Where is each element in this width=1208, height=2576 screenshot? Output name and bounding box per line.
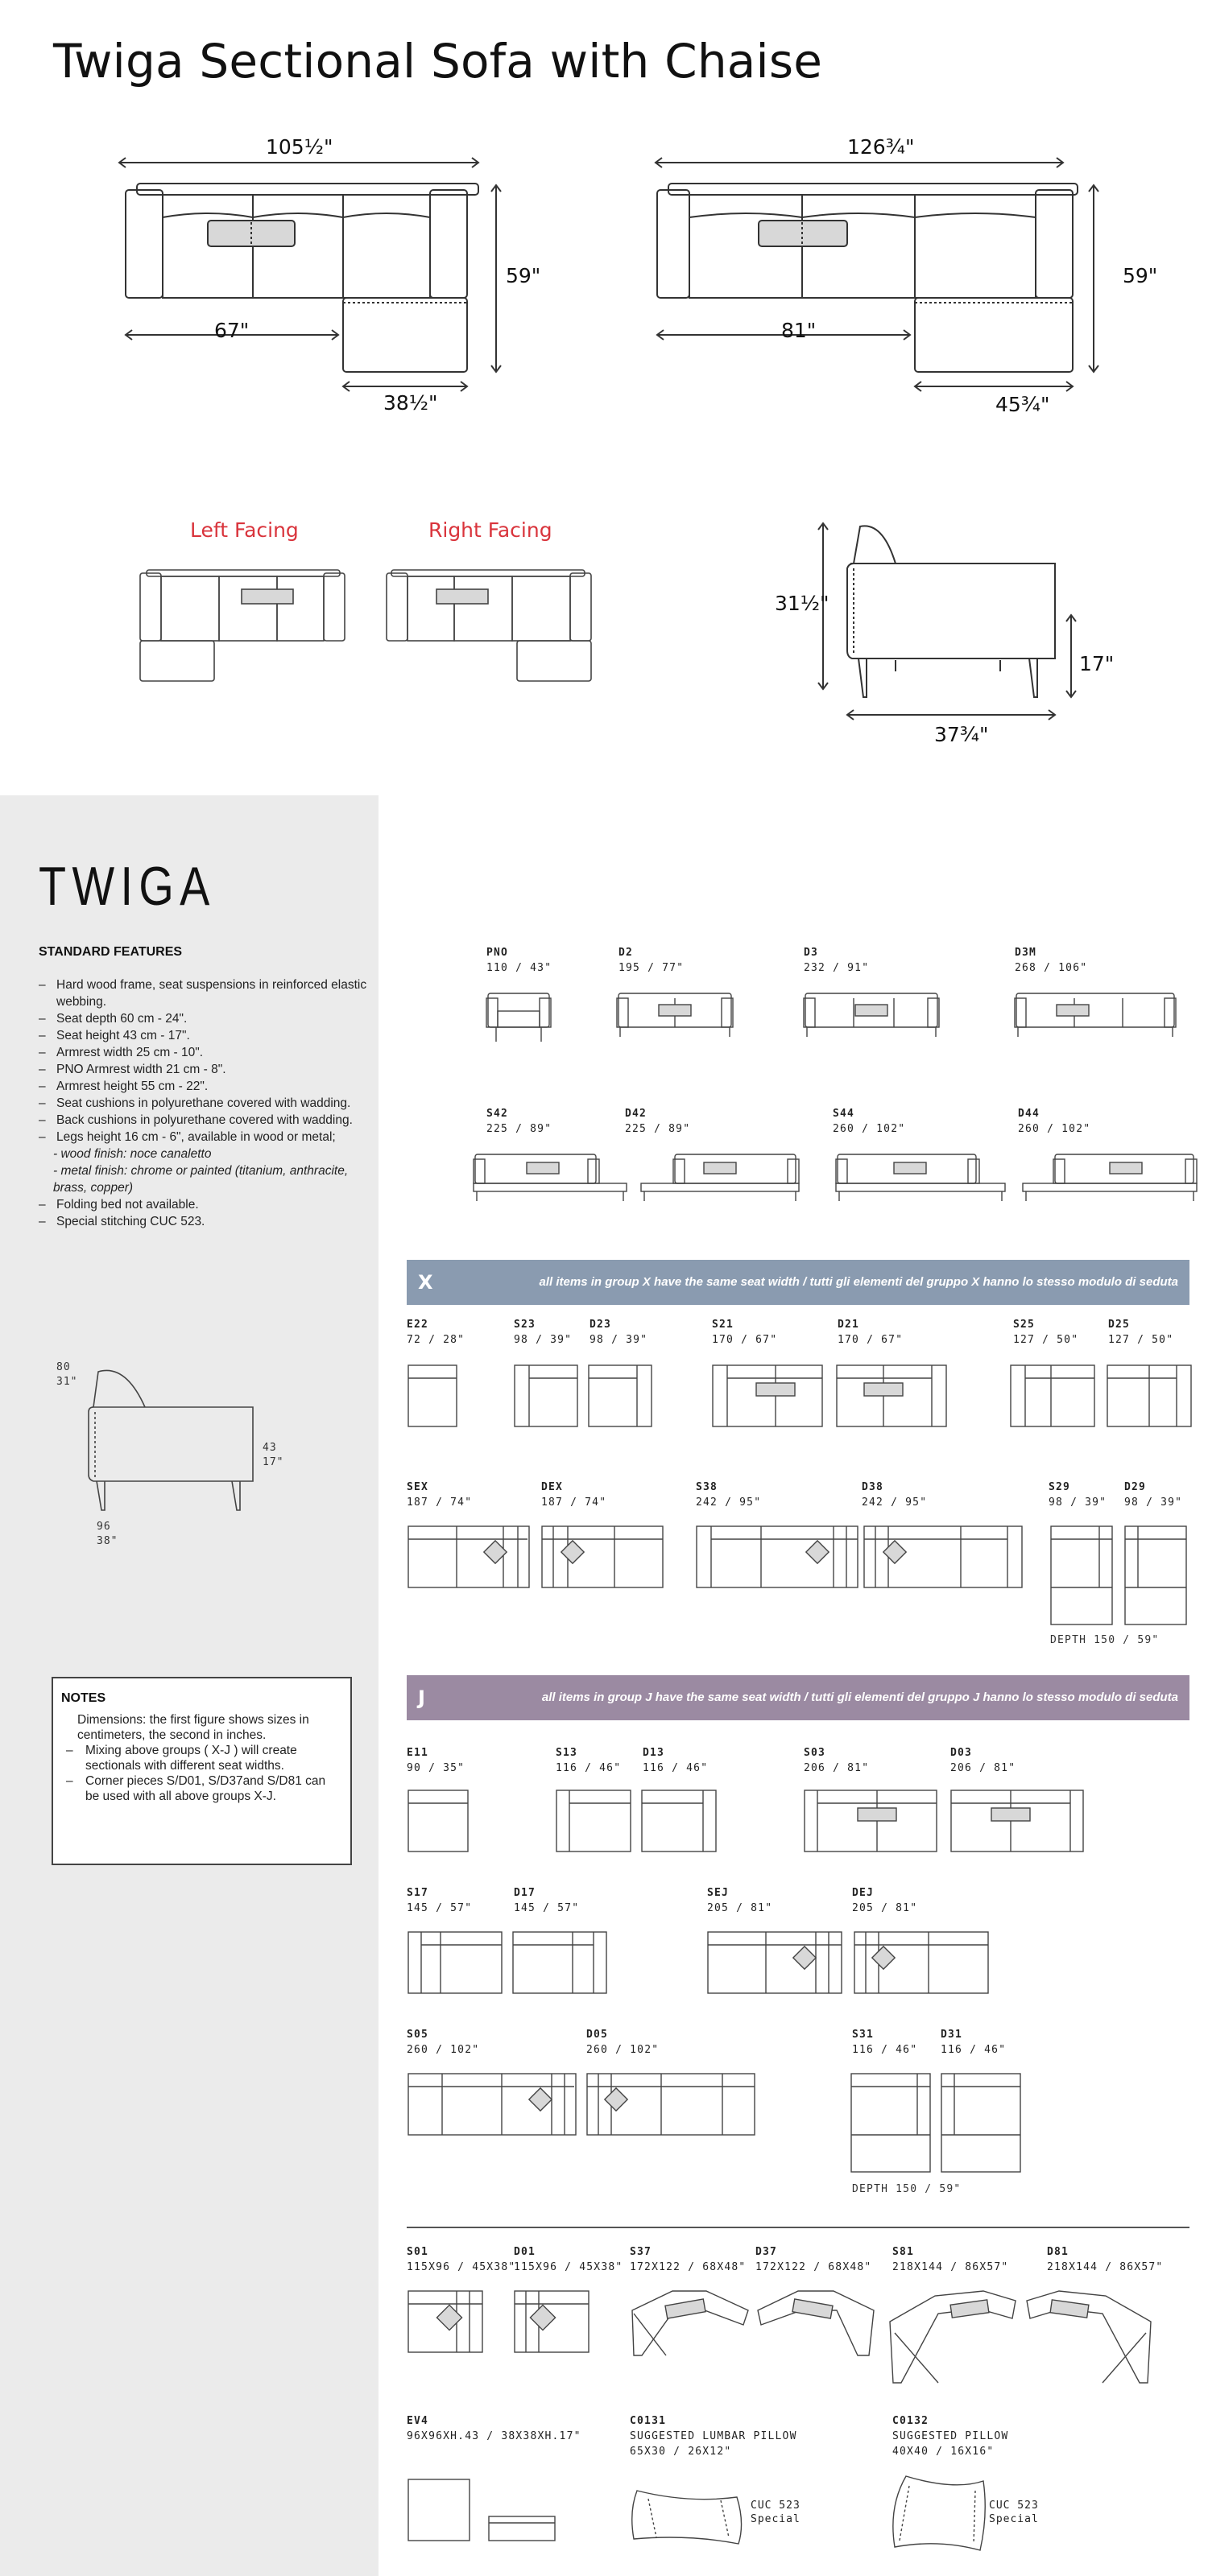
- item-D17: D17 145 / 57": [514, 1887, 580, 1914]
- item-S21: S21 170 / 67": [712, 1319, 778, 1346]
- depth-note: DEPTH 150 / 59": [852, 2183, 962, 2195]
- group-x-row-2-drawings: [407, 1521, 1196, 1634]
- item-D44: D44 260 / 102": [1018, 1108, 1091, 1135]
- item-S81: S81 218X144 / 86X57": [892, 2246, 1009, 2273]
- item-S23: S23 98 / 39": [514, 1319, 573, 1346]
- sectional-top-view-right: [649, 145, 1132, 419]
- feature-item: – Folding bed not available.: [39, 1198, 199, 1212]
- sofa-row-2-drawings: [459, 1146, 1200, 1211]
- left-facing-label: Left Facing: [190, 518, 299, 542]
- depth-label: 37¾": [934, 723, 989, 746]
- cuc-note: CUC 523 Special: [989, 2500, 1039, 2525]
- item-D25: D25 127 / 50": [1108, 1319, 1174, 1346]
- notes-box: [52, 1677, 352, 1865]
- notes-item: – Mixing above groups ( X-J ) will create sectionals with different seat widths.: [66, 1744, 297, 1773]
- item-S42: S42 225 / 89": [486, 1108, 552, 1135]
- left-facing-diagram: [137, 564, 346, 692]
- depth-label: 59": [506, 264, 541, 287]
- item-S13: S13 116 / 46": [556, 1747, 622, 1774]
- item-S25: S25 127 / 50": [1013, 1319, 1079, 1346]
- sofa-row-1-drawings: [475, 987, 1192, 1051]
- right-facing-diagram: [385, 564, 594, 692]
- item-D81: D81 218X144 / 86X57": [1047, 2246, 1164, 2273]
- side-profile-diagram: [813, 515, 1087, 724]
- item-D37: D37 172X122 / 68X48": [755, 2246, 872, 2273]
- item-S31: S31 116 / 46": [852, 2029, 918, 2056]
- feature-item: – Armrest height 55 cm - 22".: [39, 1080, 209, 1093]
- sidebar-side-profile: [77, 1360, 271, 1521]
- feature-item: – Special stitching CUC 523.: [39, 1215, 205, 1228]
- item-S05: S05 260 / 102": [407, 2029, 480, 2056]
- item-S37: S37 172X122 / 68X48": [630, 2246, 747, 2273]
- group-j-band: J all items in group J have the same seat width / tutti gli elementi del gruppo J hanno lo stesso modulo di seduta: [407, 1675, 1189, 1720]
- notes-heading: NOTES: [61, 1691, 106, 1705]
- item-S17: S17 145 / 57": [407, 1887, 473, 1914]
- group-j-row-2-drawings: [407, 1927, 1196, 2000]
- chaise-width-label: 38½": [383, 391, 438, 415]
- item-DEX: DEX 187 / 74": [541, 1481, 607, 1509]
- item-E22: E22 72 / 28": [407, 1319, 465, 1346]
- item-SEJ: SEJ 205 / 81": [707, 1887, 773, 1914]
- item-S44: S44 260 / 102": [833, 1108, 906, 1135]
- item-D01: D01 115X96 / 45X38": [514, 2246, 623, 2273]
- side-seat-dim: 43 17": [263, 1442, 284, 1468]
- overall-width-label: 105½": [266, 135, 333, 159]
- side-depth-dim: 96 38": [97, 1521, 118, 1547]
- standard-features-list: [39, 976, 369, 1230]
- item-SEX: SEX 187 / 74": [407, 1481, 473, 1509]
- corner-pieces-drawings: [407, 2286, 1196, 2399]
- group-j-row-3-drawings: [407, 2069, 1196, 2182]
- group-x-row-1-drawings: [407, 1360, 1196, 1433]
- group-x-band: X all items in group X have the same seat width / tutti gli elementi del gruppo X hanno lo stesso modulo di seduta: [407, 1260, 1189, 1305]
- item-D42: D42 225 / 89": [625, 1108, 691, 1135]
- sectional-top-view-left: [113, 145, 499, 419]
- item-C0132: C0132 SUGGESTED PILLOW 40X40 / 16X16": [892, 2415, 1009, 2458]
- depth-label: 59": [1123, 264, 1158, 287]
- accessories-drawings: [407, 2467, 1196, 2563]
- standard-features-heading: STANDARD FEATURES: [39, 945, 183, 959]
- item-PNO: PNO 110 / 43": [486, 947, 552, 974]
- depth-note: DEPTH 150 / 59": [1050, 1634, 1160, 1646]
- feature-item: – Armrest width 25 cm - 10".: [39, 1046, 204, 1059]
- side-top-dim: 80 31": [56, 1361, 78, 1388]
- feature-subitem: - wood finish: noce canaletto: [53, 1147, 212, 1161]
- item-E11: E11 90 / 35": [407, 1747, 465, 1774]
- item-D13: D13 116 / 46": [643, 1747, 709, 1774]
- brand-logo: TWIGA: [39, 856, 216, 917]
- chaise-width-label: 45¾": [995, 393, 1050, 416]
- feature-item: – Hard wood frame, seat suspensions in reinforced elastic webbing.: [39, 978, 367, 1009]
- feature-subitem: - metal finish: chrome or painted (titanium, anthracite, brass, copper): [53, 1164, 349, 1195]
- sofa-width-label: 67": [214, 319, 250, 342]
- height-label: 31½": [775, 592, 829, 615]
- item-D03: D03 206 / 81": [950, 1747, 1016, 1774]
- right-facing-label: Right Facing: [428, 518, 552, 542]
- item-DEJ: DEJ 205 / 81": [852, 1887, 918, 1914]
- item-S03: S03 206 / 81": [804, 1747, 870, 1774]
- sofa-width-label: 81": [781, 319, 817, 342]
- item-EV4: EV4 96X96XH.43 / 38X38XH.17": [407, 2415, 581, 2442]
- item-D21: D21 170 / 67": [838, 1319, 904, 1346]
- item-C0131: C0131 SUGGESTED LUMBAR PILLOW 65X30 / 26X12": [630, 2415, 797, 2458]
- seat-height-label: 17": [1079, 652, 1115, 675]
- page-title: Twiga Sectional Sofa with Chaise: [53, 34, 823, 89]
- feature-item: – Back cushions in polyurethane covered with wadding.: [39, 1113, 353, 1127]
- item-D3: D3 232 / 91": [804, 947, 870, 974]
- section-divider: [407, 2227, 1189, 2228]
- cuc-note: CUC 523 Special: [751, 2500, 801, 2525]
- notes-intro: Dimensions: the first figure shows sizes in centimeters, the second in inches.: [77, 1713, 309, 1742]
- item-S29: S29 98 / 39": [1049, 1481, 1107, 1509]
- item-D29: D29 98 / 39": [1124, 1481, 1183, 1509]
- notes-item: – Corner pieces S/D01, S/D37and S/D81 can be used with all above groups X-J.: [66, 1774, 326, 1803]
- item-D3M: D3M 268 / 106": [1015, 947, 1088, 974]
- item-S38: S38 242 / 95": [696, 1481, 762, 1509]
- item-D38: D38 242 / 95": [862, 1481, 928, 1509]
- feature-item: – Seat height 43 cm - 17".: [39, 1029, 190, 1042]
- item-S01: S01 115X96 / 45X38": [407, 2246, 516, 2273]
- item-D05: D05 260 / 102": [586, 2029, 660, 2056]
- feature-item: – Legs height 16 cm - 6", available in wood or metal;: [39, 1130, 336, 1144]
- overall-width-label: 126¾": [847, 135, 915, 159]
- feature-item: – PNO Armrest width 21 cm - 8".: [39, 1063, 226, 1076]
- item-D23: D23 98 / 39": [590, 1319, 648, 1346]
- feature-item: – Seat cushions in polyurethane covered with wadding.: [39, 1096, 351, 1110]
- item-D31: D31 116 / 46": [941, 2029, 1007, 2056]
- feature-item: – Seat depth 60 cm - 24".: [39, 1012, 188, 1026]
- group-j-row-1-drawings: [407, 1785, 1196, 1858]
- item-D2: D2 195 / 77": [618, 947, 685, 974]
